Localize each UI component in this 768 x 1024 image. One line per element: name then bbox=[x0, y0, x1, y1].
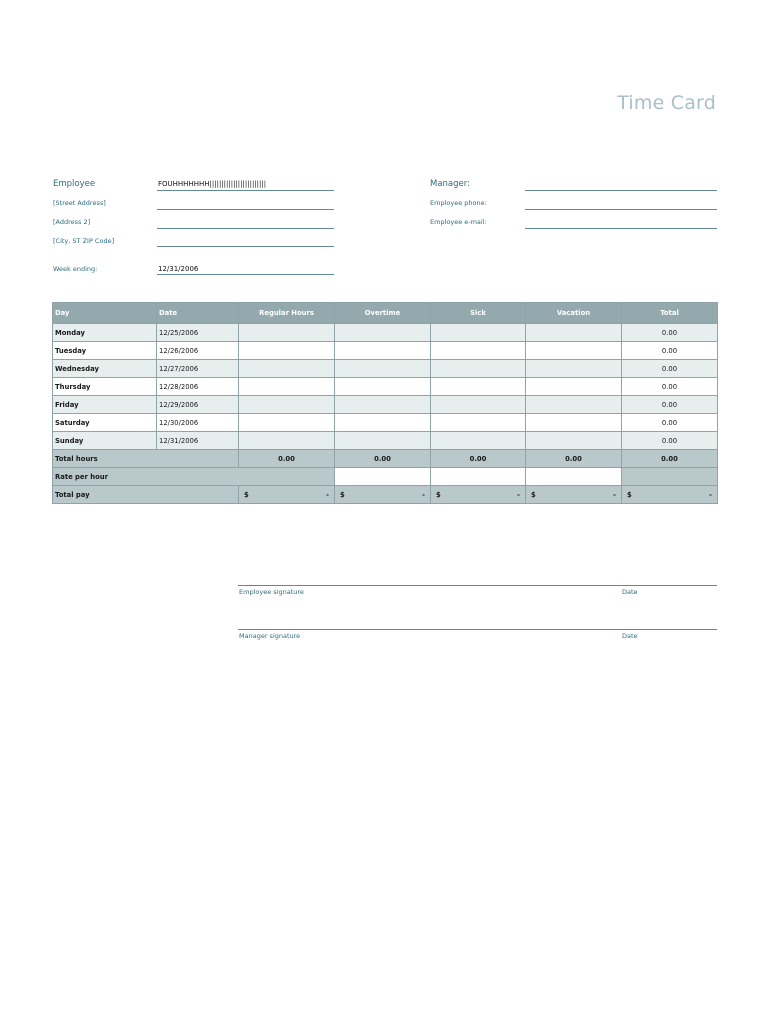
vacation-cell[interactable] bbox=[526, 396, 622, 414]
pay-vacation-cell bbox=[526, 486, 622, 504]
manager-label: Manager: bbox=[430, 179, 470, 189]
day-cell: Wednesday bbox=[53, 360, 157, 378]
header-regular-hours: Regular Hours bbox=[239, 303, 335, 324]
employee-phone-label: Employee phone: bbox=[430, 199, 487, 207]
day-cell: Tuesday bbox=[53, 342, 157, 360]
total-cell: 0.00 bbox=[622, 378, 718, 396]
currency-symbol: $ bbox=[436, 490, 441, 499]
day-cell: Saturday bbox=[53, 414, 157, 432]
table-row bbox=[53, 360, 718, 378]
sick-cell[interactable] bbox=[431, 414, 526, 432]
total-hours-grand: 0.00 bbox=[622, 450, 718, 468]
regular-hours-cell[interactable] bbox=[239, 342, 335, 360]
table-row bbox=[53, 324, 718, 342]
address2-label: [Address 2] bbox=[53, 218, 91, 226]
sick-cell[interactable] bbox=[431, 324, 526, 342]
pay-amount: - bbox=[709, 490, 712, 499]
page-title: Time Card bbox=[617, 92, 716, 114]
employee-phone-field[interactable] bbox=[525, 209, 717, 210]
header-vacation: Vacation bbox=[526, 303, 622, 324]
address2-field[interactable] bbox=[157, 228, 334, 229]
table-row bbox=[53, 342, 718, 360]
overtime-cell[interactable] bbox=[335, 324, 431, 342]
street-address-label: [Street Address] bbox=[53, 199, 106, 207]
pay-amount: - bbox=[613, 490, 616, 499]
overtime-cell[interactable] bbox=[335, 342, 431, 360]
rate-per-hour-row bbox=[53, 468, 718, 486]
city-zip-label: [City, ST ZIP Code] bbox=[53, 237, 115, 245]
header-sick: Sick bbox=[431, 303, 526, 324]
table-row bbox=[53, 414, 718, 432]
date-cell[interactable]: 12/27/2006 bbox=[157, 360, 239, 378]
employee-email-field[interactable] bbox=[525, 228, 717, 229]
week-ending-label: Week ending: bbox=[53, 265, 98, 273]
total-sick: 0.00 bbox=[431, 450, 526, 468]
currency-symbol: $ bbox=[340, 490, 345, 499]
time-card-table bbox=[52, 302, 718, 504]
total-cell: 0.00 bbox=[622, 342, 718, 360]
day-cell: Monday bbox=[53, 324, 157, 342]
employee-email-label: Employee e-mail: bbox=[430, 218, 487, 226]
vacation-cell[interactable] bbox=[526, 342, 622, 360]
manager-signature-line[interactable] bbox=[238, 629, 717, 630]
table-header-row bbox=[53, 303, 718, 324]
pay-regular-cell bbox=[239, 486, 335, 504]
pay-amount: - bbox=[422, 490, 425, 499]
pay-overtime-cell bbox=[335, 486, 431, 504]
regular-hours-cell[interactable] bbox=[239, 414, 335, 432]
header-date: Date bbox=[157, 303, 239, 324]
overtime-cell[interactable] bbox=[335, 360, 431, 378]
total-cell: 0.00 bbox=[622, 324, 718, 342]
date-cell[interactable]: 12/29/2006 bbox=[157, 396, 239, 414]
week-ending-underline bbox=[157, 274, 334, 275]
rate-overtime-cell[interactable] bbox=[335, 468, 431, 486]
day-cell: Thursday bbox=[53, 378, 157, 396]
employee-name-underline bbox=[157, 190, 334, 191]
sick-cell[interactable] bbox=[431, 360, 526, 378]
header-overtime: Overtime bbox=[335, 303, 431, 324]
employee-signature-label: Employee signature bbox=[239, 588, 304, 596]
rate-sick-cell[interactable] bbox=[431, 468, 526, 486]
pay-amount: - bbox=[326, 490, 329, 499]
sick-cell[interactable] bbox=[431, 342, 526, 360]
regular-hours-cell[interactable] bbox=[239, 432, 335, 450]
employee-name-value[interactable]: FOUHHHHHHH|||||||||||||||||||||||| bbox=[158, 180, 267, 188]
vacation-cell[interactable] bbox=[526, 432, 622, 450]
vacation-cell[interactable] bbox=[526, 414, 622, 432]
rate-total-cell bbox=[622, 468, 718, 486]
manager-field[interactable] bbox=[525, 190, 717, 191]
total-overtime: 0.00 bbox=[335, 450, 431, 468]
pay-sick-cell bbox=[431, 486, 526, 504]
header-total: Total bbox=[622, 303, 718, 324]
vacation-cell[interactable] bbox=[526, 378, 622, 396]
date-cell[interactable]: 12/30/2006 bbox=[157, 414, 239, 432]
employee-label: Employee bbox=[53, 179, 96, 189]
rate-vacation-cell[interactable] bbox=[526, 468, 622, 486]
employee-signature-date-label: Date bbox=[622, 588, 638, 596]
date-cell[interactable]: 12/25/2006 bbox=[157, 324, 239, 342]
overtime-cell[interactable] bbox=[335, 414, 431, 432]
total-vacation: 0.00 bbox=[526, 450, 622, 468]
currency-symbol: $ bbox=[627, 490, 632, 499]
table-row bbox=[53, 432, 718, 450]
header-day: Day bbox=[53, 303, 157, 324]
date-cell[interactable]: 12/28/2006 bbox=[157, 378, 239, 396]
currency-symbol: $ bbox=[531, 490, 536, 499]
pay-total-cell bbox=[622, 486, 718, 504]
day-cell: Sunday bbox=[53, 432, 157, 450]
total-hours-row bbox=[53, 450, 718, 468]
overtime-cell[interactable] bbox=[335, 432, 431, 450]
vacation-cell[interactable] bbox=[526, 360, 622, 378]
total-pay-row bbox=[53, 486, 718, 504]
rate-per-hour-label: Rate per hour bbox=[53, 468, 335, 486]
city-zip-field[interactable] bbox=[157, 246, 334, 247]
pay-amount: - bbox=[517, 490, 520, 499]
total-hours-label: Total hours bbox=[53, 450, 239, 468]
currency-symbol: $ bbox=[244, 490, 249, 499]
overtime-cell[interactable] bbox=[335, 378, 431, 396]
total-pay-label: Total pay bbox=[53, 486, 239, 504]
regular-hours-cell[interactable] bbox=[239, 324, 335, 342]
street-address-field[interactable] bbox=[157, 209, 334, 210]
total-cell: 0.00 bbox=[622, 414, 718, 432]
manager-signature-label: Manager signature bbox=[239, 632, 301, 640]
overtime-cell[interactable] bbox=[335, 396, 431, 414]
employee-signature-line[interactable] bbox=[238, 585, 717, 586]
date-cell[interactable]: 12/26/2006 bbox=[157, 342, 239, 360]
total-cell: 0.00 bbox=[622, 432, 718, 450]
date-cell[interactable]: 12/31/2006 bbox=[157, 432, 239, 450]
day-cell: Friday bbox=[53, 396, 157, 414]
manager-signature-date-label: Date bbox=[622, 632, 638, 640]
regular-hours-cell[interactable] bbox=[239, 396, 335, 414]
sick-cell[interactable] bbox=[431, 432, 526, 450]
total-cell: 0.00 bbox=[622, 396, 718, 414]
sick-cell[interactable] bbox=[431, 378, 526, 396]
table-row bbox=[53, 396, 718, 414]
table-row bbox=[53, 378, 718, 396]
regular-hours-cell[interactable] bbox=[239, 378, 335, 396]
total-cell: 0.00 bbox=[622, 360, 718, 378]
vacation-cell[interactable] bbox=[526, 324, 622, 342]
sick-cell[interactable] bbox=[431, 396, 526, 414]
week-ending-value[interactable]: 12/31/2006 bbox=[158, 265, 199, 273]
total-regular-hours: 0.00 bbox=[239, 450, 335, 468]
regular-hours-cell[interactable] bbox=[239, 360, 335, 378]
